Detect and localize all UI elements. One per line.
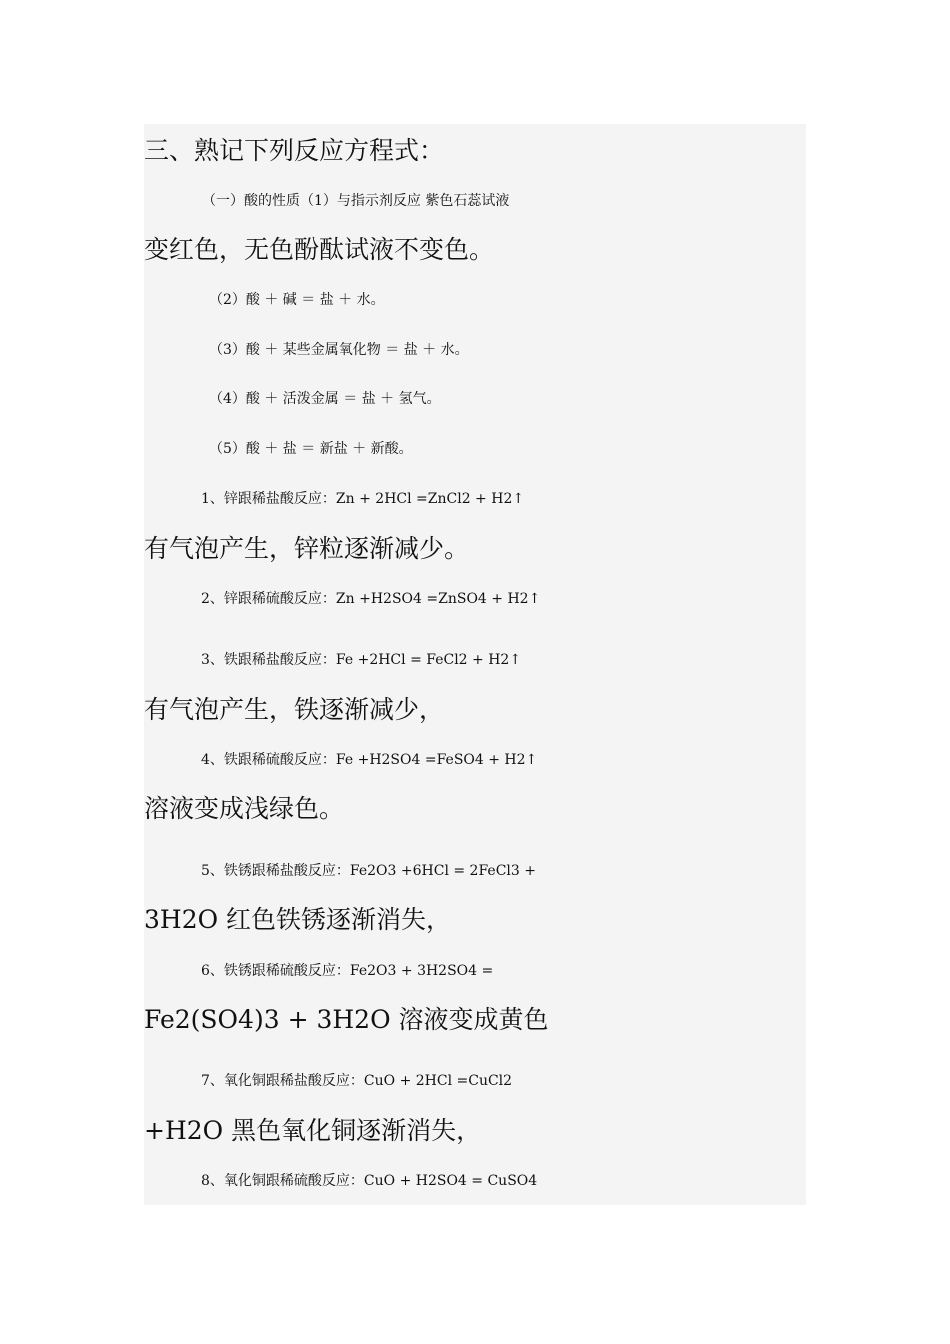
paragraph-line: 3、铁跟稀盐酸反应：Fe +2HCl = FeCl2 + H2↑	[201, 652, 522, 668]
paragraph-line: 6、铁锈跟稀硫酸反应：Fe2O3 + 3H2SO4 =	[201, 963, 494, 979]
paragraph-line: 8、氧化铜跟稀硫酸反应：CuO + H2SO4 = CuSO4	[201, 1173, 538, 1189]
paragraph-line: 5、铁锈跟稀盐酸反应：Fe2O3 +6HCl = 2FeCl3 +	[201, 863, 536, 879]
paragraph-line: 7、氧化铜跟稀盐酸反应：CuO + 2HCl =CuCl2	[201, 1073, 513, 1089]
paragraph-line: 2、锌跟稀硫酸反应：Zn +H2SO4 =ZnSO4 + H2↑	[201, 591, 541, 607]
paragraph-line: （3）酸 ＋ 某些金属氧化物 ＝ 盐 ＋ 水。	[209, 342, 469, 358]
document-body	[144, 124, 806, 1205]
section-heading: 三、熟记下列反应方程式：	[144, 136, 445, 165]
paragraph-line: （5）酸 ＋ 盐 ＝ 新盐 ＋ 新酸。	[209, 441, 413, 457]
paragraph-line: 溶液变成浅绿色。	[144, 794, 345, 823]
paragraph-line: +H2O 黑色氧化铜逐渐消失，	[144, 1116, 482, 1145]
paragraph-line: 有气泡产生，铁逐渐减少，	[144, 695, 445, 724]
paragraph-line: 3H2O 红色铁锈逐渐消失，	[144, 905, 452, 934]
paragraph-line: 有气泡产生，锌粒逐渐减少。	[144, 534, 470, 563]
paragraph-line: （一）酸的性质（1）与指示剂反应 紫色石蕊试液	[202, 193, 510, 209]
paragraph-line: 1、锌跟稀盐酸反应：Zn + 2HCl =ZnCl2 + H2↑	[201, 491, 525, 507]
paragraph-line: 变红色，无色酚酞试液不变色。	[144, 235, 495, 264]
paragraph-line: （2）酸 ＋ 碱 ＝ 盐 ＋ 水。	[209, 292, 385, 308]
paragraph-line: 4、铁跟稀硫酸反应：Fe +H2SO4 =FeSO4 + H2↑	[201, 752, 538, 768]
paragraph-line: Fe2(SO4)3 + 3H2O 溶液变成黄色	[144, 1005, 549, 1034]
paragraph-line: （4）酸 ＋ 活泼金属 ＝ 盐 ＋ 氢气。	[209, 391, 441, 407]
